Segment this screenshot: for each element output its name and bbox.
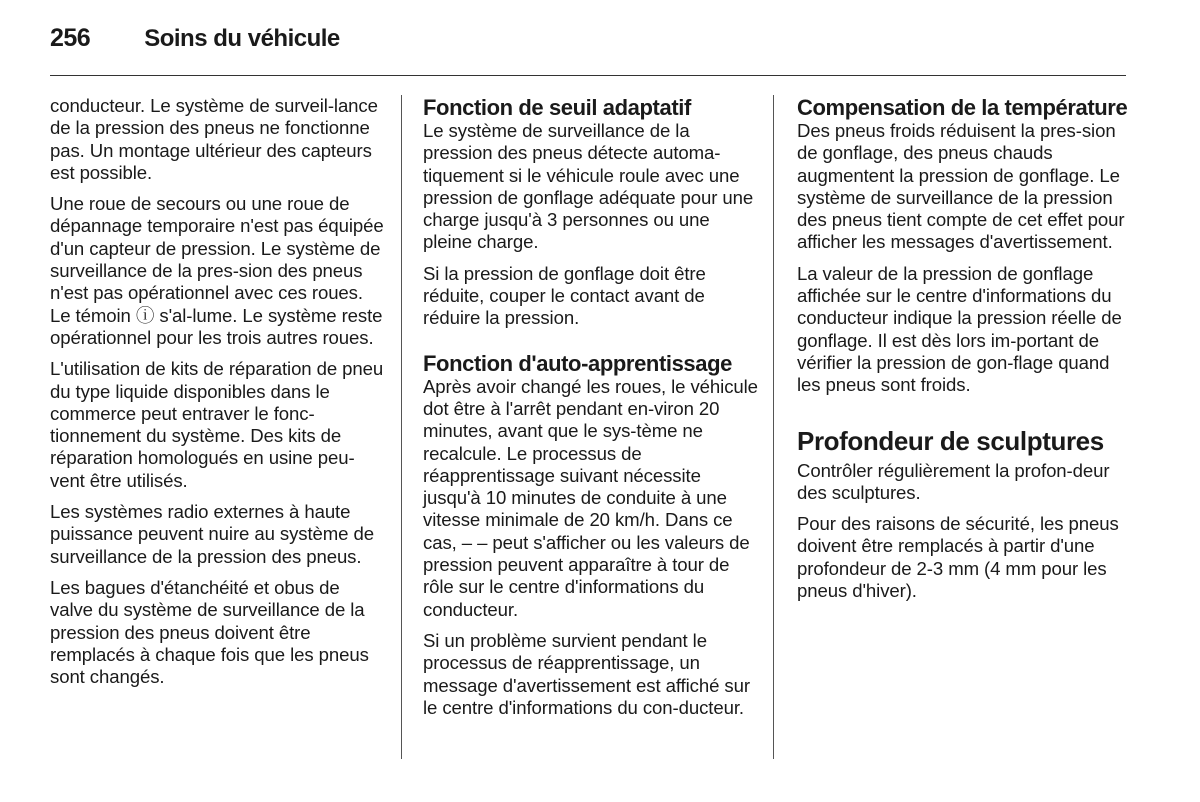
section-title: Soins du véhicule xyxy=(144,25,340,52)
paragraph: La valeur de la pression de gonflage affichée sur le centre d'informations du conducteur indique la pression réelle de gonflage. Il est dès lors im-portant de vérifier la pression de gon-flage quand les pneus sont froids. xyxy=(797,262,1122,396)
column-divider xyxy=(773,95,774,759)
column-3 xyxy=(797,95,1132,611)
paragraph: Si un problème survient pendant le processus de réapprentissage, un message d'avertissement est affiché sur le centre d'informations du con-ducteur. xyxy=(423,629,750,718)
heading-auto-learning: Fonction d'auto-apprentissage xyxy=(423,350,732,376)
paragraph: Des pneus froids réduisent la pres-sion de gonflage, des pneus chauds augmentent la pression de gonflage. Le système de surveillance de la pression des pneus tient compte de cet effet pour afficher les messages d'avertissement. xyxy=(797,120,1125,253)
paragraph: conducteur. Le système de surveil-lance de la pression des pneus ne fonctionne pas. Un montage ultérieur des capteurs est possible. xyxy=(50,95,378,183)
paragraph: Les systèmes radio externes à haute puissance peuvent nuire au système de surveillance de la pression des pneus. xyxy=(50,501,374,567)
paragraph: Pour des raisons de sécurité, les pneus doivent être remplacés à partir d'une profondeur de 2-3 mm (4 mm pour les pneus d'hiver). xyxy=(797,513,1119,602)
heading-adaptive-threshold: Fonction de seuil adaptatif xyxy=(423,95,691,120)
paragraph: Une roue de secours ou une roue de dépannage temporaire n'est pas équipée d'un capteur de pression. Le système de surveillance de la pres-sion des pneus n'est pas opérationnel avec ces roues. Le témoin ⓘ s'al-lume. Le système reste opérationnel pour les trois autres roues. xyxy=(50,193,384,348)
column-1 xyxy=(50,95,385,697)
paragraph: Après avoir changé les roues, le véhicule dot être à l'arrêt pendant en-viron 20 minutes, avant que le sys-tème ne recalcule. Le processus de réapprentissage suivant nécessite jusqu'à 10 minutes de conduite à une vitesse minimale de 20 km/h. Dans ce cas, – – peut s'afficher ou les valeurs de pression peuvent apparaître à tour de rôle sur le centre d'informations du conducteur. xyxy=(423,375,758,620)
paragraph: L'utilisation de kits de réparation de pneu du type liquide disponibles dans le commerce peut entraver le fonc-tionnement du système. Des kits de réparation homologués en usine peu-vent être utilisés. xyxy=(50,358,384,491)
header-rule xyxy=(50,75,1126,76)
paragraph: Le système de surveillance de la pression des pneus détecte automa-tiquement si le véhicule roule avec une pression de gonflage adéquate pour une charge jusqu'à 3 personnes ou une pleine charge. xyxy=(423,120,754,253)
heading-temperature-compensation: Compensation de la température xyxy=(797,95,1128,120)
heading-tread-depth: Profondeur de sculptures xyxy=(797,425,1104,456)
page-number: 256 xyxy=(50,24,91,52)
paragraph: Contrôler régulièrement la profon-deur des sculptures. xyxy=(797,459,1110,503)
paragraph: Si la pression de gonflage doit être réduite, couper le contact avant de réduire la pression. xyxy=(423,262,706,329)
paragraph: Les bagues d'étanchéité et obus de valve du système de surveillance de la pression des pneus doivent être remplacés à chaque fois que les pneus sont changés. xyxy=(50,576,369,688)
column-2 xyxy=(423,95,758,728)
page-header xyxy=(50,24,340,58)
column-divider xyxy=(401,95,402,759)
